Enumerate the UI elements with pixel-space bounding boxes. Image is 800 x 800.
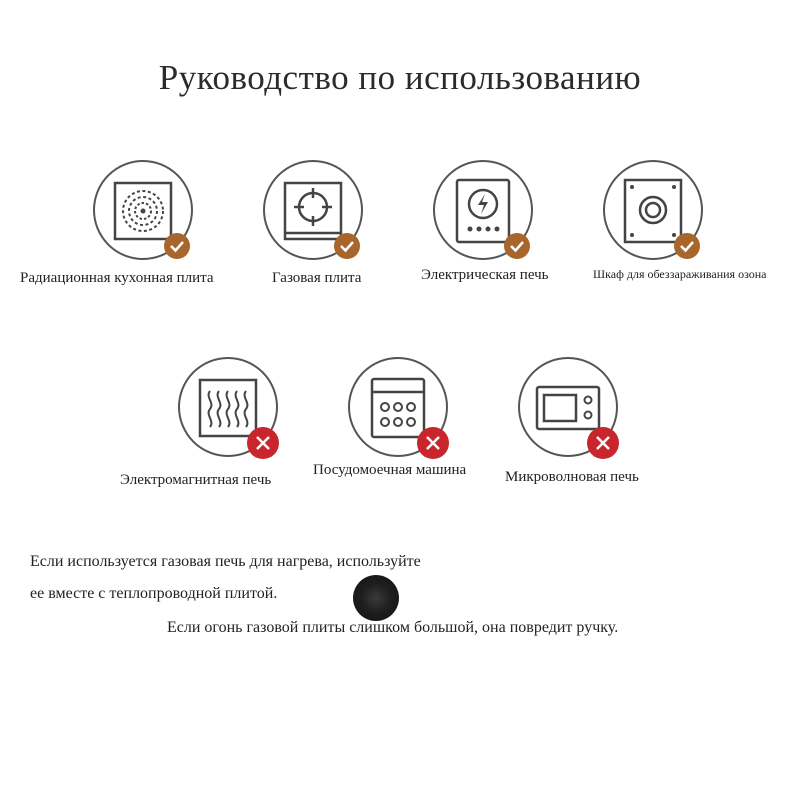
check-badge-icon — [163, 232, 191, 260]
cross-badge-icon — [246, 426, 280, 460]
page-title: Руководство по использованию — [158, 58, 642, 97]
item-label: Посудомоечная машина — [313, 462, 467, 478]
note-line-3: Если огонь газовой плиты слишком большой, она повредит ручку. — [167, 619, 619, 636]
item-label: Радиационная кухонная плита — [20, 270, 214, 286]
check-badge-icon — [503, 232, 531, 260]
cross-badge-icon — [416, 426, 450, 460]
item-label: Шкаф для обеззараживания озона — [593, 267, 767, 281]
item-label: Микроволновая печь — [505, 469, 639, 485]
check-badge-icon — [673, 232, 701, 260]
check-badge-icon — [333, 232, 361, 260]
item-label: Электромагнитная печь — [120, 472, 272, 488]
note-line-1: Если используется газовая печь для нагрева, используйте — [30, 553, 421, 570]
note-line-2: ее вместе с теплопроводной плитой. — [30, 585, 278, 602]
item-label: Электрическая печь — [421, 267, 549, 283]
cross-badge-icon — [586, 426, 620, 460]
item-label: Газовая плита — [272, 270, 362, 286]
heat-conducting-plate-icon — [353, 575, 399, 621]
